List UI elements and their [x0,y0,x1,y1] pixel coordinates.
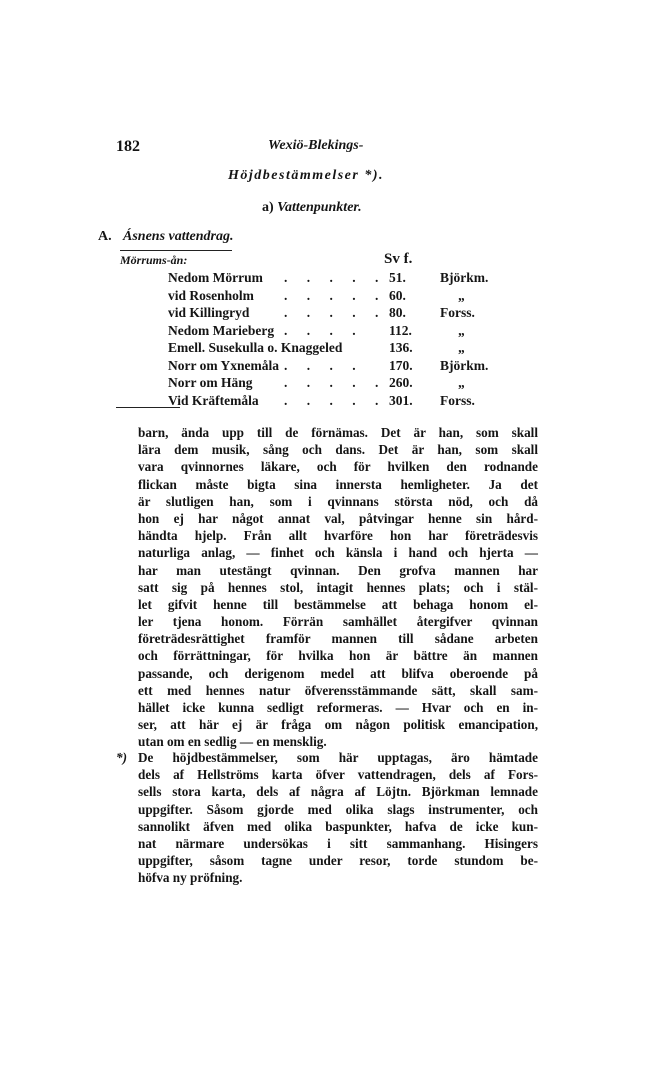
leader-dots: . . . . . [284,392,387,408]
text-line: utan om en sedlig — en mensklig. [138,734,327,750]
text-line: naturliga anlag, — finhet och känsla i hand och hjerta — [138,545,538,561]
footnote-line: De höjdbestämmelser, som här upptagas, äro hämtade [138,750,538,765]
table-row [168,322,528,340]
text-line: let gifvit henne till bestämmelse att behaga honom el- [138,596,538,612]
height-value: 80. [389,305,406,320]
height-value: 112. [389,322,412,338]
footnote-separator-rule [116,407,180,408]
table-row [168,304,528,322]
table-row [168,287,528,305]
table-row [168,339,528,357]
footnote-line: uppgifter, såsom tagne under resor, torde stundom be- [138,853,538,869]
source-name: Björkm. [440,357,489,373]
text-line: händta hjelp. Från allt hvarföre hon har företrädesvis [138,528,538,544]
text-line: barn, ända upp till de förnämas. Det är han, som skall [138,425,538,440]
leader-dots: . . . . [284,357,364,373]
place-name: Norr om Häng [168,375,253,390]
place-name: vid Killingryd [168,305,250,320]
text-line: ler tjena honom. Förrän samhället återgifver qvinnan [138,614,538,630]
text-line: hon ej har något annat val, påtvingar henne sin hård- [138,510,538,526]
heading-rule [120,250,232,251]
text-line: hället icke kunna sedligt reformeras. — Hvar och en in- [138,700,538,715]
source-ditto: „ [458,340,465,355]
source-name: Björkm. [440,270,489,285]
subsection-name: Vattenpunkter. [277,200,362,215]
source-ditto: „ [458,375,465,390]
text-line: har man utestängt qvinnan. Den grofva mannen har [138,562,538,578]
drainage-name: Ásnens vattendrag. [123,229,234,244]
text-line: flickan måste bigta sina innersta hemligheter. Ja det [138,476,538,492]
table-row [168,392,528,410]
elevation-table [168,269,528,409]
leader-dots: . . . . [284,322,364,338]
leader-dots: . . . . . [284,287,387,303]
page-number: 182 [116,138,140,155]
river-name: Mörrums-ån: [120,253,188,267]
height-value: 136. [389,340,413,355]
table-row [168,357,528,375]
text-line: satt sig på hennes stol, intagit hennes plats; och i stäl- [138,579,538,595]
height-column-header: Sv f. [384,251,413,267]
drainage-letter: A. [98,229,112,244]
height-value: 60. [389,287,406,303]
leader-dots: . . . . . [284,270,387,285]
height-value: 301. [389,392,413,408]
text-line: lära dem musik, sång och dans. Det är han, som skall [138,442,538,458]
source-ditto: „ [458,287,465,303]
text-line: vara qvinnornes läkare, och för hvilken den rodnande [138,459,538,475]
text-line: företrädesrättighet framför mannen till sådane arbeten [138,631,538,647]
leader-dots: . . . . . [284,375,387,390]
footnote-line: sannolikt äfven med olika baspunkter, hafva de icke kun- [138,818,538,834]
text-line: passande, och derigenom medel att blifva oberoende på [138,665,538,681]
footnote-marker: *) [116,750,127,765]
footnote-line: sells stora karta, dels af några af Löjtn. Björkman lemnade [138,784,538,800]
height-value: 51. [389,270,406,285]
source-name: Forss. [440,392,475,408]
text-line: ser, att här ej är fråga om någon politisk emancipation, [138,717,538,733]
footnote-line: höfva ny pröfning. [138,870,243,886]
height-value: 170. [389,357,413,373]
text-line: och förrättningar, för hvilka hon är bättre än mannen [138,648,538,664]
source-ditto: „ [458,322,465,338]
section-title: Höjdbestämmelser *). [228,168,384,183]
footnote-line: dels af Hellströms karta öfver vattendragen, dels af Fors- [138,767,538,783]
subsection-label: a) [262,200,274,215]
running-head: Wexiö-Blekings- [268,138,364,153]
place-name: Vid Kräftemåla [168,392,259,408]
table-row [168,269,528,287]
text-line: är slutligen han, som i qvinnans största nöd, och då [138,493,538,509]
leader-dots: . . . . . [284,305,387,320]
height-value: 260. [389,375,413,390]
table-row [168,374,528,392]
body-paragraph [138,424,538,751]
place-name: Nedom Marieberg [168,322,275,338]
footnote-line: uppgifter. Såsom gjorde med olika slags instrumenter, och [138,801,538,817]
subsection-title [262,200,362,216]
footnote-line: nat närmare undersökas i sitt sammanhang. Hisingers [138,835,538,851]
place-name: Nedom Mörrum [168,270,263,285]
source-name: Forss. [440,305,475,320]
place-name: Norr om Yxnemåla [168,357,279,373]
footnote-text [138,749,538,887]
place-name: vid Rosenholm [168,287,254,303]
place-name: Emell. Susekulla o. Knaggeled [168,340,343,355]
text-line: ett med hennes natur öfverensstämmande sätt, skall sam- [138,682,538,698]
